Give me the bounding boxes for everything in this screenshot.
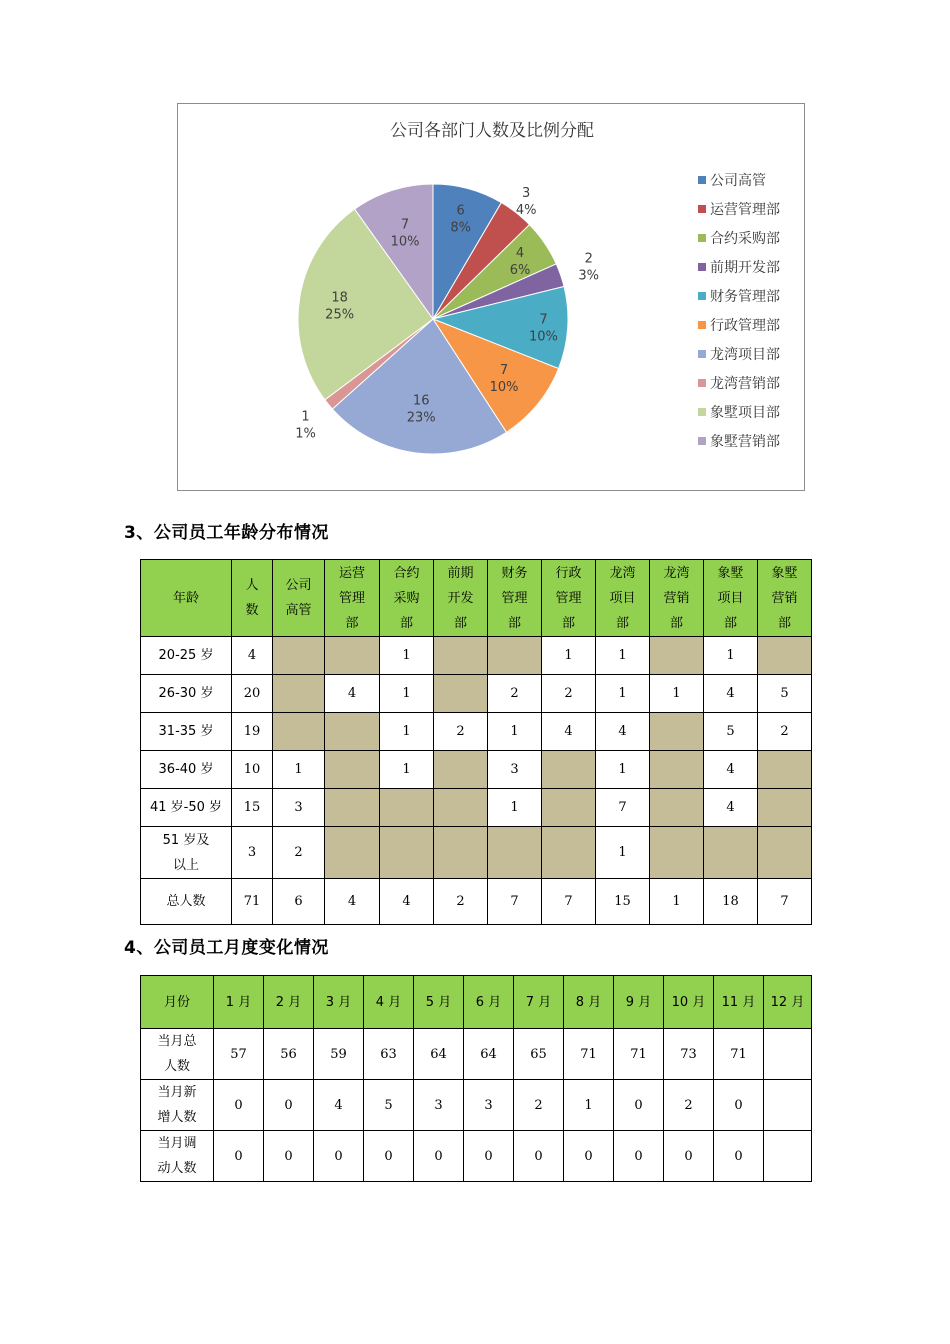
row-label: 总人数 (141, 879, 232, 925)
row-label: 31-35 岁 (141, 713, 232, 751)
row-label: 当月总 人数 (141, 1029, 214, 1080)
table-row (141, 1080, 812, 1131)
header-label: 5 月 (425, 994, 452, 1010)
table-cell: 1 (273, 751, 325, 789)
legend-label: 合约采购部 (710, 231, 780, 247)
table-cell (542, 789, 596, 827)
table-cell (650, 789, 704, 827)
table-cell: 0 (714, 1080, 764, 1131)
table-cell: 2 (664, 1080, 714, 1131)
table-cell: 1 (380, 675, 434, 713)
table-cell: 19 (232, 713, 273, 751)
header-label: 3 月 (325, 994, 352, 1010)
table-cell: 2 (758, 713, 812, 751)
table-cell: 5 (758, 675, 812, 713)
slice-percent-label: 1% (295, 426, 316, 442)
header-label: 1 月 (225, 994, 252, 1010)
table-cell (650, 713, 704, 751)
slice-percent-label: 10% (489, 380, 519, 396)
table-row (141, 1029, 812, 1080)
pie-chart (178, 104, 804, 490)
table-cell (764, 1029, 812, 1080)
table-cell (488, 827, 542, 879)
table-cell: 1 (488, 713, 542, 751)
table-cell (434, 789, 488, 827)
legend-swatch (698, 321, 706, 329)
table-cell: 1 (542, 637, 596, 675)
slice-value-label: 7 (400, 217, 410, 233)
table-cell (650, 637, 704, 675)
header-label: 10 月 (671, 994, 706, 1010)
slice-value-label: 1 (301, 409, 310, 425)
table-cell (758, 751, 812, 789)
table-cell: 6 (273, 879, 325, 925)
table-cell: 4 (232, 637, 273, 675)
table-header-cell (464, 976, 514, 1029)
legend-swatch (698, 234, 706, 242)
table-header-cell (325, 560, 380, 637)
slice-value-label: 18 (331, 290, 348, 306)
legend-swatch (698, 292, 706, 300)
table-header-cell (264, 976, 314, 1029)
row-label: 20-25 岁 (141, 637, 232, 675)
table-cell: 64 (414, 1029, 464, 1080)
table-cell: 4 (596, 713, 650, 751)
legend-swatch (698, 408, 706, 416)
slice-value-label: 7 (499, 363, 509, 379)
row-label: 当月调 动人数 (141, 1131, 214, 1182)
table-cell: 0 (714, 1131, 764, 1182)
header-label: 合约 采购 部 (393, 565, 420, 631)
table-row (141, 751, 812, 789)
table-cell (488, 637, 542, 675)
header-label: 2 月 (275, 994, 302, 1010)
table-row (141, 827, 812, 879)
table-cell: 4 (704, 789, 758, 827)
header-label: 龙湾 项目 部 (609, 565, 636, 631)
table-cell: 71 (714, 1029, 764, 1080)
slice-percent-label: 3% (578, 268, 600, 284)
legend-label: 龙湾营销部 (710, 376, 780, 392)
header-label: 11 月 (721, 994, 756, 1010)
header-label: 龙湾 营销 部 (663, 565, 690, 631)
row-label: 36-40 岁 (141, 751, 232, 789)
table-cell: 1 (650, 879, 704, 925)
legend-label: 前期开发部 (710, 260, 780, 276)
table-cell: 0 (464, 1131, 514, 1182)
legend-swatch (698, 205, 706, 213)
table-header-cell (650, 560, 704, 637)
table-cell: 7 (596, 789, 650, 827)
table-header-cell (664, 976, 714, 1029)
table-row (141, 789, 812, 827)
table-cell (542, 827, 596, 879)
table-cell: 0 (564, 1131, 614, 1182)
table-cell: 1 (564, 1080, 614, 1131)
table-row (141, 879, 812, 925)
table-cell: 3 (273, 789, 325, 827)
table-cell: 4 (325, 879, 380, 925)
table-header-cell (141, 976, 214, 1029)
table-cell (758, 789, 812, 827)
table-cell: 71 (232, 879, 273, 925)
table-header-cell (141, 560, 232, 637)
legend-swatch (698, 437, 706, 445)
age-distribution-table (140, 559, 812, 925)
table-cell: 5 (704, 713, 758, 751)
legend-label: 财务管理部 (710, 289, 780, 305)
table-cell: 3 (232, 827, 273, 879)
table-cell: 65 (514, 1029, 564, 1080)
age-section-heading: 3、公司员工年龄分布情况 (124, 523, 329, 543)
table-cell: 1 (380, 637, 434, 675)
table-cell: 4 (325, 675, 380, 713)
table-cell (325, 827, 380, 879)
chart-legend (698, 172, 780, 450)
table-cell: 15 (232, 789, 273, 827)
table-cell: 4 (542, 713, 596, 751)
table-header-cell (364, 976, 414, 1029)
table-cell (704, 827, 758, 879)
table-cell (764, 1131, 812, 1182)
table-cell: 4 (314, 1080, 364, 1131)
legend-swatch (698, 176, 706, 184)
table-cell: 0 (364, 1131, 414, 1182)
header-label: 7 月 (525, 994, 552, 1010)
header-label: 8 月 (575, 994, 602, 1010)
header-label: 12 月 (770, 994, 805, 1010)
row-label: 26-30 岁 (141, 675, 232, 713)
table-cell: 0 (664, 1131, 714, 1182)
table-cell: 63 (364, 1029, 414, 1080)
table-cell: 20 (232, 675, 273, 713)
table-cell: 7 (758, 879, 812, 925)
table-cell: 64 (464, 1029, 514, 1080)
table-cell (764, 1080, 812, 1131)
table-cell (325, 751, 380, 789)
slice-percent-label: 23% (406, 410, 436, 426)
table-cell: 7 (542, 879, 596, 925)
table-row (141, 637, 812, 675)
table-cell (650, 751, 704, 789)
slice-percent-label: 4% (515, 202, 537, 218)
table-header-cell (488, 560, 542, 637)
table-cell: 18 (704, 879, 758, 925)
table-row (141, 713, 812, 751)
table-cell (273, 713, 325, 751)
slice-value-label: 2 (584, 251, 593, 267)
table-cell: 7 (488, 879, 542, 925)
header-label: 公司 高管 (285, 578, 312, 618)
table-cell: 1 (596, 675, 650, 713)
legend-swatch (698, 263, 706, 271)
slice-value-label: 6 (456, 203, 465, 219)
table-cell (273, 675, 325, 713)
table-cell: 5 (364, 1080, 414, 1131)
table-cell: 1 (380, 751, 434, 789)
table-cell: 2 (542, 675, 596, 713)
table-cell: 0 (614, 1131, 664, 1182)
table-row (141, 675, 812, 713)
table-header-cell (596, 560, 650, 637)
table-cell: 1 (650, 675, 704, 713)
table-cell: 4 (704, 675, 758, 713)
chart-title: 公司各部门人数及比例分配 (390, 121, 594, 141)
table-cell: 4 (704, 751, 758, 789)
table-cell: 0 (264, 1131, 314, 1182)
legend-label: 公司高管 (710, 173, 766, 189)
table-cell: 1 (596, 751, 650, 789)
table-cell: 0 (214, 1080, 264, 1131)
table-cell (434, 637, 488, 675)
table-cell: 73 (664, 1029, 714, 1080)
legend-label: 运营管理部 (710, 202, 780, 218)
table-cell: 1 (380, 713, 434, 751)
table-cell: 0 (414, 1131, 464, 1182)
table-header-cell (214, 976, 264, 1029)
slice-value-label: 4 (515, 245, 525, 261)
table-cell (434, 751, 488, 789)
table-header-cell (564, 976, 614, 1029)
table-cell (758, 637, 812, 675)
table-header-cell (704, 560, 758, 637)
table-cell: 1 (488, 789, 542, 827)
header-label: 运营 管理 部 (338, 565, 365, 631)
table-cell (650, 827, 704, 879)
table-cell: 0 (614, 1080, 664, 1131)
table-header-cell (414, 976, 464, 1029)
header-label: 9 月 (625, 994, 652, 1010)
legend-label: 象墅项目部 (710, 405, 780, 421)
table-cell: 15 (596, 879, 650, 925)
header-label: 6 月 (475, 994, 502, 1010)
table-cell: 59 (314, 1029, 364, 1080)
table-cell: 2 (273, 827, 325, 879)
legend-label: 象墅营销部 (710, 434, 780, 450)
header-label: 行政 管理 部 (555, 565, 582, 631)
header-label: 象墅 项目 部 (717, 565, 744, 631)
slice-value-label: 16 (412, 393, 430, 409)
table-cell: 2 (434, 713, 488, 751)
table-header-cell (273, 560, 325, 637)
table-cell: 2 (434, 879, 488, 925)
header-label: 4 月 (375, 994, 402, 1010)
table-cell: 2 (514, 1080, 564, 1131)
table-cell: 71 (564, 1029, 614, 1080)
table-header-cell (380, 560, 434, 637)
header-label: 人 数 (245, 578, 259, 618)
table-header-cell (542, 560, 596, 637)
slice-percent-label: 10% (390, 234, 420, 250)
table-header-cell (314, 976, 364, 1029)
table-cell: 0 (314, 1131, 364, 1182)
table-header-cell (514, 976, 564, 1029)
table-header-cell (434, 560, 488, 637)
table-cell: 1 (704, 637, 758, 675)
legend-label: 龙湾项目部 (710, 347, 780, 363)
header-label: 月份 (163, 994, 190, 1010)
slice-percent-label: 10% (529, 329, 558, 345)
row-label: 51 岁及 以上 (141, 827, 232, 879)
header-label: 象墅 营销 部 (771, 565, 798, 631)
table-cell: 4 (380, 879, 434, 925)
table-cell (542, 751, 596, 789)
table-cell: 10 (232, 751, 273, 789)
table-cell (325, 789, 380, 827)
row-label: 41 岁-50 岁 (141, 789, 232, 827)
legend-swatch (698, 379, 706, 387)
table-cell: 1 (596, 637, 650, 675)
monthly-change-table (140, 975, 812, 1182)
table-cell: 0 (264, 1080, 314, 1131)
header-label: 年龄 (172, 590, 199, 606)
table-cell (434, 675, 488, 713)
table-cell (434, 827, 488, 879)
table-cell: 1 (596, 827, 650, 879)
table-cell: 71 (614, 1029, 664, 1080)
table-header-cell (232, 560, 273, 637)
row-label: 当月新 增人数 (141, 1080, 214, 1131)
slice-value-label: 7 (539, 312, 548, 328)
table-cell: 0 (214, 1131, 264, 1182)
slice-value-label: 3 (522, 185, 531, 201)
legend-swatch (698, 350, 706, 358)
table-header-cell (758, 560, 812, 637)
table-cell (380, 827, 434, 879)
table-row (141, 1131, 812, 1182)
table-cell: 3 (414, 1080, 464, 1131)
table-cell (758, 827, 812, 879)
slice-percent-label: 8% (450, 220, 471, 236)
table-cell: 2 (488, 675, 542, 713)
slice-percent-label: 25% (325, 307, 355, 323)
table-cell: 3 (464, 1080, 514, 1131)
table-cell: 0 (514, 1131, 564, 1182)
table-header-cell (714, 976, 764, 1029)
slice-percent-label: 6% (509, 262, 531, 278)
pie-chart-container (177, 103, 805, 491)
monthly-section-heading: 4、公司员工月度变化情况 (124, 938, 329, 958)
table-header-cell (614, 976, 664, 1029)
table-header-cell (764, 976, 812, 1029)
table-cell (380, 789, 434, 827)
table-cell (325, 637, 380, 675)
table-cell: 3 (488, 751, 542, 789)
table-cell: 56 (264, 1029, 314, 1080)
legend-label: 行政管理部 (710, 318, 780, 334)
table-cell (325, 713, 380, 751)
table-cell (273, 637, 325, 675)
table-cell: 57 (214, 1029, 264, 1080)
header-label: 财务 管理 部 (501, 565, 528, 631)
header-label: 前期 开发 部 (447, 565, 474, 631)
